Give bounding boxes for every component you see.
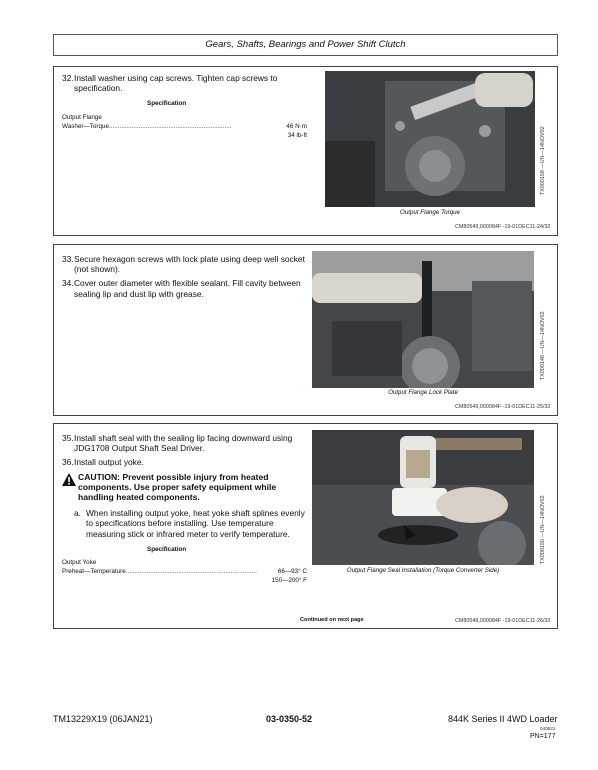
footer-pn: PN=177 [530, 733, 556, 740]
output-flange-torque-photo [325, 71, 535, 207]
figure-caption: Output Flange Torque [400, 209, 460, 216]
cm-reference: CM80549,000084F -19-01DEC11-25/32 [455, 404, 551, 410]
spec-title: Specification [147, 545, 187, 553]
footer-doc-id: TM13229X19 (06JAN21) [53, 714, 153, 724]
image-id: TX000158 —UN—14NOV02 [540, 126, 546, 195]
section-header [53, 34, 558, 56]
step-35: 35. Install shaft seal with the sealing lip facing downward using JDG1708 Output Shaft Seal Driver. [62, 433, 293, 454]
step-34: 34. Cover outer diameter with flexible sealant. Fill cavity between sealing lip and dust lip with grease. [62, 278, 301, 299]
panel-1-text [62, 73, 307, 140]
caution-notice: CAUTION: Prevent possible injury from heated components. Use proper safety equipment while handling heated components. [62, 472, 307, 503]
substep-a: a. When installing output yoke, heat yoke shaft splines evenly to specifications before installing. Use temperature measuring stick or infrared meter to verify temperature. [74, 508, 305, 539]
caution-icon [62, 473, 76, 486]
footer-small-code: 040821 [540, 726, 556, 731]
panel-2-text [62, 254, 307, 303]
step-33: 33. Secure hexagon screws with lock plate using deep well socket (not shown). [62, 254, 305, 275]
continued-note: Continued on next page [300, 617, 364, 623]
figure-caption: Output Flange Lock Plate [388, 389, 458, 396]
footer-page-number: 03-0350-52 [266, 714, 313, 724]
output-flange-seal-installation-photo [312, 430, 534, 565]
figure-caption: Output Flange Seal Installation (Torque Converter Side) [346, 567, 500, 574]
cm-reference: CM80549,000084F -19-01DEC11-26/32 [455, 618, 551, 624]
cm-reference: CM80549,000084F -19-01DEC11-24/32 [455, 224, 551, 230]
spec-row-alt: 34 lb-ft [287, 131, 307, 139]
image-id: TX000150 —UN—14NOV02 [540, 495, 546, 564]
output-flange-lock-plate-photo [312, 251, 534, 388]
step-32: 32. Install washer using cap screws. Tighten cap screws to specification. [62, 73, 278, 94]
spec-title: Specification [147, 100, 187, 108]
spec-row: Preheat—Temperature........................................................................... 66—93° C [62, 568, 307, 576]
step-36: 36. Install output yoke. [62, 457, 144, 468]
procedure-panel-3 [53, 423, 558, 629]
panel-3-text [62, 433, 307, 585]
spec-row: Washer—Torque...................................................................... 46 N·m [62, 122, 307, 130]
spec-row-alt: 150—200° F [271, 577, 307, 585]
section-title: Gears, Shafts, Bearings and Power Shift Clutch [205, 39, 406, 50]
image-id: TX000148 —UN—14NOV02 [540, 311, 546, 380]
spec-group: Output Yoke [62, 559, 97, 567]
procedure-panel-2 [53, 244, 558, 416]
procedure-panel-1 [53, 66, 558, 236]
footer-title: 844K Series II 4WD Loader [448, 714, 558, 724]
spec-group: Output Flange [62, 113, 102, 121]
